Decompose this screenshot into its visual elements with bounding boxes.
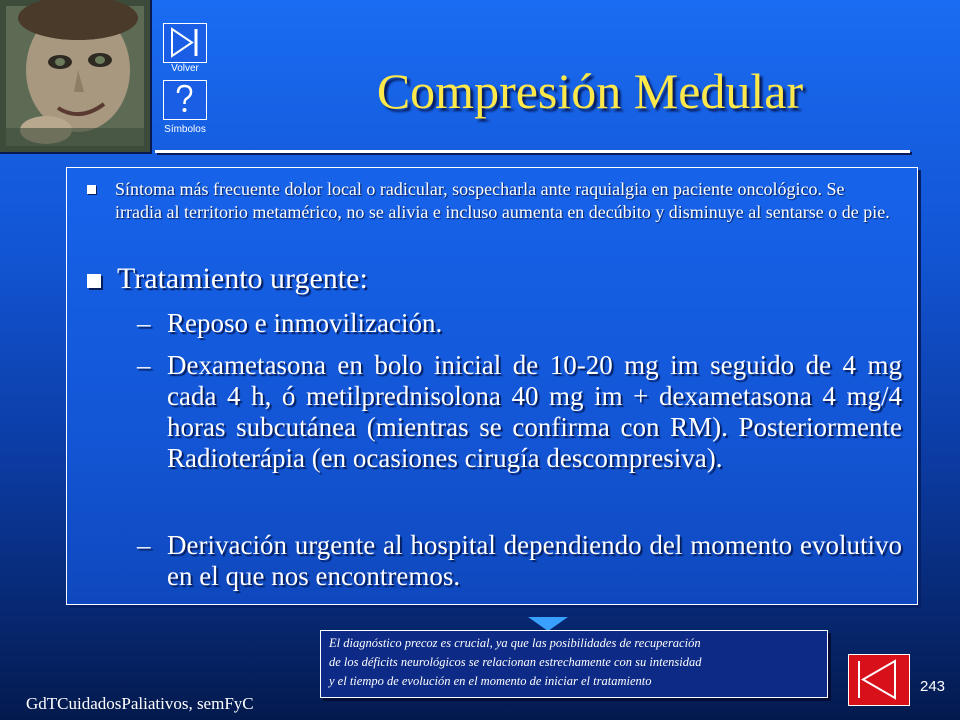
note-line: de los déficits neurológicos se relacionan estrechamente con su intensidad	[329, 655, 702, 669]
footer-source: GdTCuidadosPaliativos, semFyC	[26, 694, 254, 713]
simbolos-label: Símbolos	[164, 124, 206, 135]
simbolos-button[interactable]	[163, 80, 207, 120]
treatment-item-text: Reposo e inmovilización.	[167, 308, 443, 338]
slide-title: Compresión Medular	[376, 63, 804, 119]
content-panel	[66, 167, 918, 605]
portrait-image	[0, 0, 152, 154]
dash-marker: –	[137, 530, 151, 560]
treatment-item-text: Dexametasona en bolo inicial de 10-20 mg im seguido de 4 mg cada 4 h, ó metilprednisolona 40 mg im + dexametasona 4 mg/4 horas subcutánea (mientras se confirma con RM). Posteriormente Radioterápia (en ocasiones cirugía descompresiva).	[167, 350, 902, 473]
callout-pointer	[528, 617, 568, 631]
dash-marker: –	[137, 308, 151, 338]
dash-marker: –	[137, 350, 151, 380]
play-back-icon	[849, 655, 908, 704]
treatment-item-text: Derivación urgente al hospital dependiendo del momento evolutivo en el que nos encontremos.	[167, 530, 902, 591]
page-number: 243	[920, 678, 946, 695]
note-callout	[320, 630, 828, 698]
volver-label: Volver	[171, 63, 199, 74]
treatment-heading: Tratamiento urgente:	[117, 262, 368, 295]
volver-button[interactable]	[163, 23, 207, 63]
note-line: El diagnóstico precoz es crucial, ya que las posibilidades de recuperación	[329, 636, 701, 650]
note-line: y el tiempo de evolución en el momento de iniciar el tratamiento	[329, 674, 652, 688]
question-mark-icon	[164, 81, 205, 118]
back-button[interactable]	[848, 654, 910, 706]
square-bullet-icon	[87, 274, 101, 288]
play-forward-icon	[164, 24, 205, 61]
title-divider	[155, 150, 910, 153]
symptom-text: Síntoma más frecuente dolor local o radicular, sospecharla ante raquialgia en paciente oncológico. Se irradia al territorio metamérico, no se alivia e incluso aumenta en decúbito y disminuye al sentarse o de pie.	[115, 179, 890, 222]
square-bullet-icon	[87, 185, 96, 194]
